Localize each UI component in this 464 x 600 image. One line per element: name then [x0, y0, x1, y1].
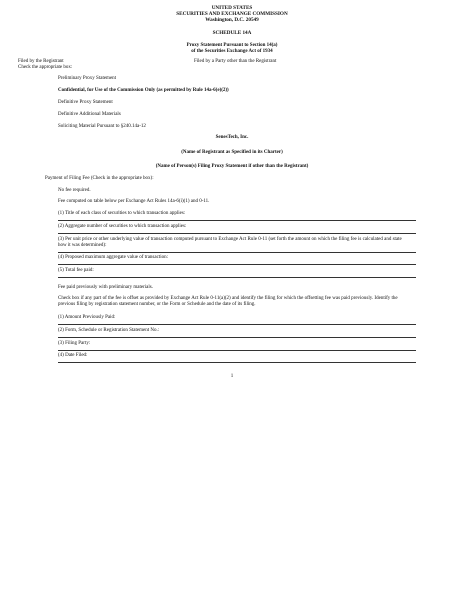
header-line-1: UNITED STATES — [211, 5, 253, 11]
offset-item-4: (4) Date Filed: — [58, 353, 88, 358]
offset-item-3-line — [58, 350, 416, 351]
offset-item-4-line — [58, 362, 416, 363]
option-additional: Definitive Additional Materials — [58, 112, 121, 117]
fee-paid-prelim: Fee paid previously with preliminary materials. — [58, 285, 153, 290]
registrant-name: SenesTech, Inc. — [215, 135, 249, 140]
fee-item-1-line — [58, 220, 416, 221]
fee-item-2: (2) Aggregate number of securities to which transaction applies: — [58, 224, 187, 229]
offset-item-1: (1) Amount Previously Paid: — [58, 315, 116, 320]
check-box-offset: Check box if any part of the fee is offset as provided by Exchange Act Rule 0-11(a)(2) and identify the filing for which the offsetting fee was paid previously. Identify the previous filing by registration statement number, or the Form or Schedule and the date of its filing. — [58, 296, 398, 307]
filed-by-other-party: Filed by a Party other than the Registrant — [194, 59, 277, 64]
fee-computed: Fee computed on table below per Exchange Act Rules 14a-6(i)(1) and 0-11. — [58, 199, 210, 204]
offset-item-1-line — [58, 324, 416, 325]
registrant-name-caption: (Name of Registrant as Specified in its Charter) — [181, 150, 283, 155]
schedule-title: SCHEDULE 14A — [212, 30, 252, 36]
fee-item-1: (1) Title of each class of securities to which transaction applies: — [58, 211, 186, 216]
fee-item-5: (5) Total fee paid: — [58, 268, 94, 273]
option-preliminary: Preliminary Proxy Statement — [58, 76, 117, 81]
fee-item-5-line — [58, 277, 416, 278]
header-line-2: SECURITIES AND EXCHANGE COMMISSION — [176, 11, 288, 17]
option-confidential: Confidential, for Use of the Commission Only (as permitted by Rule 14a-6(e)(2)) — [58, 88, 229, 93]
check-appropriate-box: Check the appropriate box: — [18, 65, 73, 70]
fee-item-3-line — [58, 252, 416, 253]
fee-item-2-line — [58, 233, 416, 234]
header-line-3: Washington, D.C. 20549 — [205, 17, 259, 23]
filer-name-caption: (Name of Person(s) Filing Proxy Statement if other than the Registrant) — [155, 164, 309, 169]
offset-item-2: (2) Form, Schedule or Registration Statement No.: — [58, 328, 160, 333]
fee-item-4-line — [58, 264, 416, 265]
fee-item-4: (4) Proposed maximum aggregate value of transaction: — [58, 255, 168, 260]
subtitle-line-2: of the Securities Exchange Act of 1934 — [191, 49, 273, 54]
option-definitive: Definitive Proxy Statement — [58, 100, 113, 105]
offset-item-3: (3) Filing Party: — [58, 341, 91, 346]
page-number: 1 — [230, 374, 234, 379]
payment-heading: Payment of Filing Fee (Check in the appropriate box): — [45, 176, 154, 181]
subtitle-line-1: Proxy Statement Pursuant to Section 14(a) — [186, 43, 278, 48]
no-fee-required: No fee required. — [58, 188, 91, 193]
filed-by-registrant: Filed by the Registrant — [18, 59, 64, 64]
option-soliciting: Soliciting Material Pursuant to §240.14a-12 — [58, 124, 146, 129]
fee-item-3: (3) Per unit price or other underlying value of transaction computed pursuant to Exchange Act Rule 0-11 (set forth the amount on which the filing fee is calculated and state how it was determined): — [58, 237, 402, 248]
offset-item-2-line — [58, 337, 416, 338]
